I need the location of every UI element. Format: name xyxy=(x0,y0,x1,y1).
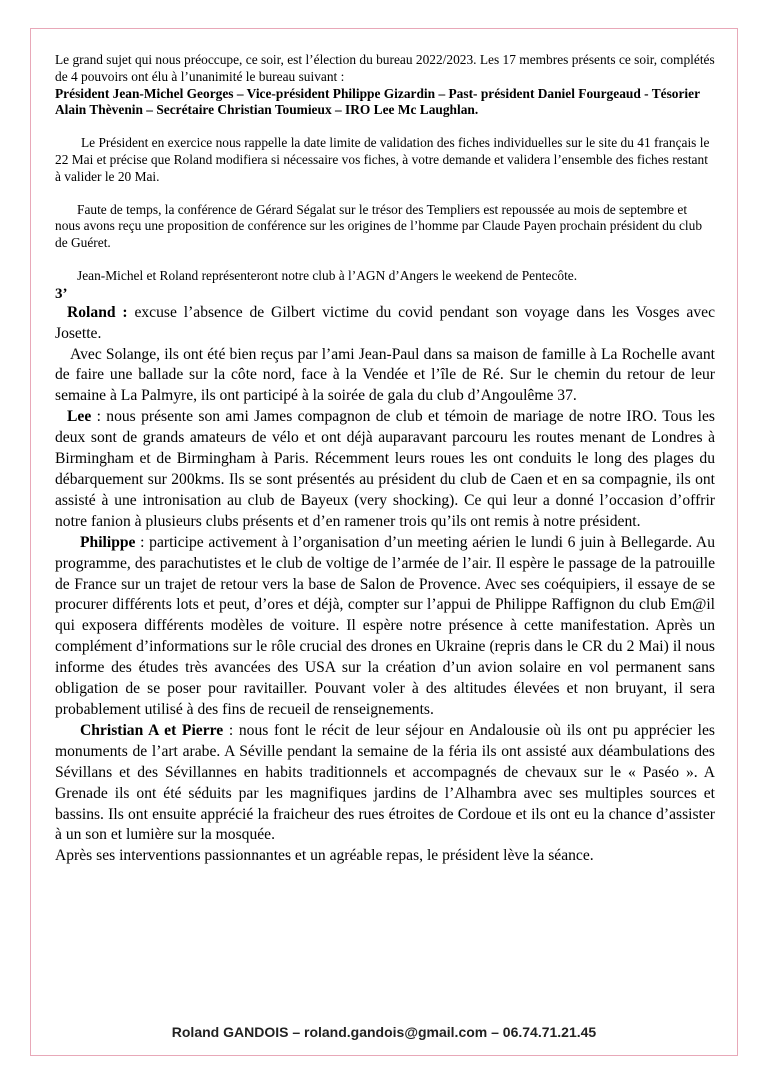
agn-paragraph: Jean-Michel et Roland représenteront notre club à l’AGN d’Angers le weekend de Pentecôte. xyxy=(77,267,578,283)
intro-paragraph: Le grand sujet qui nous préoccupe, ce soir, est l’élection du bureau 2022/2023. Les 17 membres présents ce soir, complétés de 4 pouvoirs ont élu à l’unanimité le bureau suivant : xyxy=(55,52,715,84)
roland-text: excuse l’absence de Gilbert victime du covid pendant son voyage dans les Vosges avec Josette. xyxy=(55,303,715,342)
philippe-text: : participe activement à l’organisation d’un meeting aérien le lundi 6 juin à Bellegarde. Au programme, des parachutistes et le club de voltige de l’armée de l’air. Il espère le passage de la patrouille de France sur un trajet de retour vers la base de Salon de Provence. Avec ses coéquipiers, il essaye de se procurer différents lots et peut, d’ores et déjà, compter sur l’appui de Philippe Raffignon du club Em@il qui exposera différents modèles de voiture. Il espère notre présence à cette manifestation. Après un complément d’informations sur le rôle crucial des drones en Ukraine (repris dans le CR du 2 Mai) il nous informe des études très avancées des USA sur la création d’un avion solaire en vol permanent sans obligation de se poser pour ravitailler. Pouvant voler à des altitudes élevées et non bruyant, il sera probablement utilisé à des fins de recueil de renseignements. xyxy=(55,533,715,718)
christian-paragraph xyxy=(55,721,715,846)
lee-text: : nous présente son ami James compagnon de club et témoin de mariage de notre IRO. Tous les deux sont de grands amateurs de vélo et ont déjà auparavant parcouru les routes menant de Londres à Birmingham et de Birmingham à Paris. Récemment leurs roues les ont conduits le long des plages du débarquement sur 200kms. Ils se sont présentés au président du club de Caen et en sa compagnie, ils ont assisté à une intronisation au club de Bayeux (very shocking). Ce qui leur a donné l’occasion d’offrir notre fanion à plusieurs clubs présents et d’en ramener trois qu’ils ont remis à notre président. xyxy=(55,408,715,530)
fiches-paragraph: Le Président en exercice nous rappelle la date limite de validation des fiches individuelles sur le site du 41 français le 22 Mai et précise que Roland modifiera si nécessaire vos fiches, à votre demande et validera l’ensemble des fiches restant à valider le 20 Mai. xyxy=(55,135,710,184)
bureau-list: Président Jean-Michel Georges – Vice-président Philippe Gizardin – Past- président Daniel Fourgeaud - Tésorier Alain Thèvenin – Secrétaire Christian Toumieux – IRO Lee Mc Laughlan. xyxy=(55,85,700,118)
lee-name: Lee xyxy=(67,408,92,426)
section-number: 3’ xyxy=(55,285,68,302)
conference-paragraph: Faute de temps, la conférence de Gérard Ségalat sur le trésor des Templiers est repoussée au mois de septembre et nous avons reçu une proposition de conférence sur les origines de l’homme par Claude Payen prochain président du club de Guéret. xyxy=(55,201,703,251)
christian-text: : nous font le récit de leur séjour en Andalousie où ils ont pu apprécier les monuments de l’art arabe. A Séville pendant la semaine de la féria ils ont assisté aux déambulations des Sévillans et des Sévillannes en habits traditionnels et accompagnés de chevaux sur le « Paséo ». A Grenade ils ont été séduits par les magnifiques jardins de l’Alhambra avec ses multiples sources et bassins. Ils ont ensuite apprécié la fraicheur des rues étroites de Cordoue et ils ont eu la chance d’assister à un son et lumière sur la mosquée. xyxy=(55,721,715,844)
roland-name: Roland : xyxy=(67,303,128,321)
philippe-paragraph xyxy=(55,533,715,721)
document-body xyxy=(55,52,715,867)
philippe-name: Philippe xyxy=(80,533,136,551)
footer-contact: Roland GANDOIS – roland.gandois@gmail.com – 06.74.71.21.45 xyxy=(171,1024,597,1040)
lee-paragraph xyxy=(55,407,715,532)
roland-paragraph xyxy=(55,303,715,345)
solange-paragraph: Avec Solange, ils ont été bien reçus par l’ami Jean-Paul dans sa maison de famille à La Rochelle avant de faire une ballade sur la côte nord, face à la Vendée et l’île de Ré. Sur le chemin du retour de leur semaine à La Palmyre, ils ont participé à la soirée de gala du club d’Angoulême 37. xyxy=(55,345,715,405)
christian-name: Christian A et Pierre xyxy=(80,721,224,739)
closing-paragraph: Après ses interventions passionnantes et un agréable repas, le président lève la séance. xyxy=(55,847,594,865)
